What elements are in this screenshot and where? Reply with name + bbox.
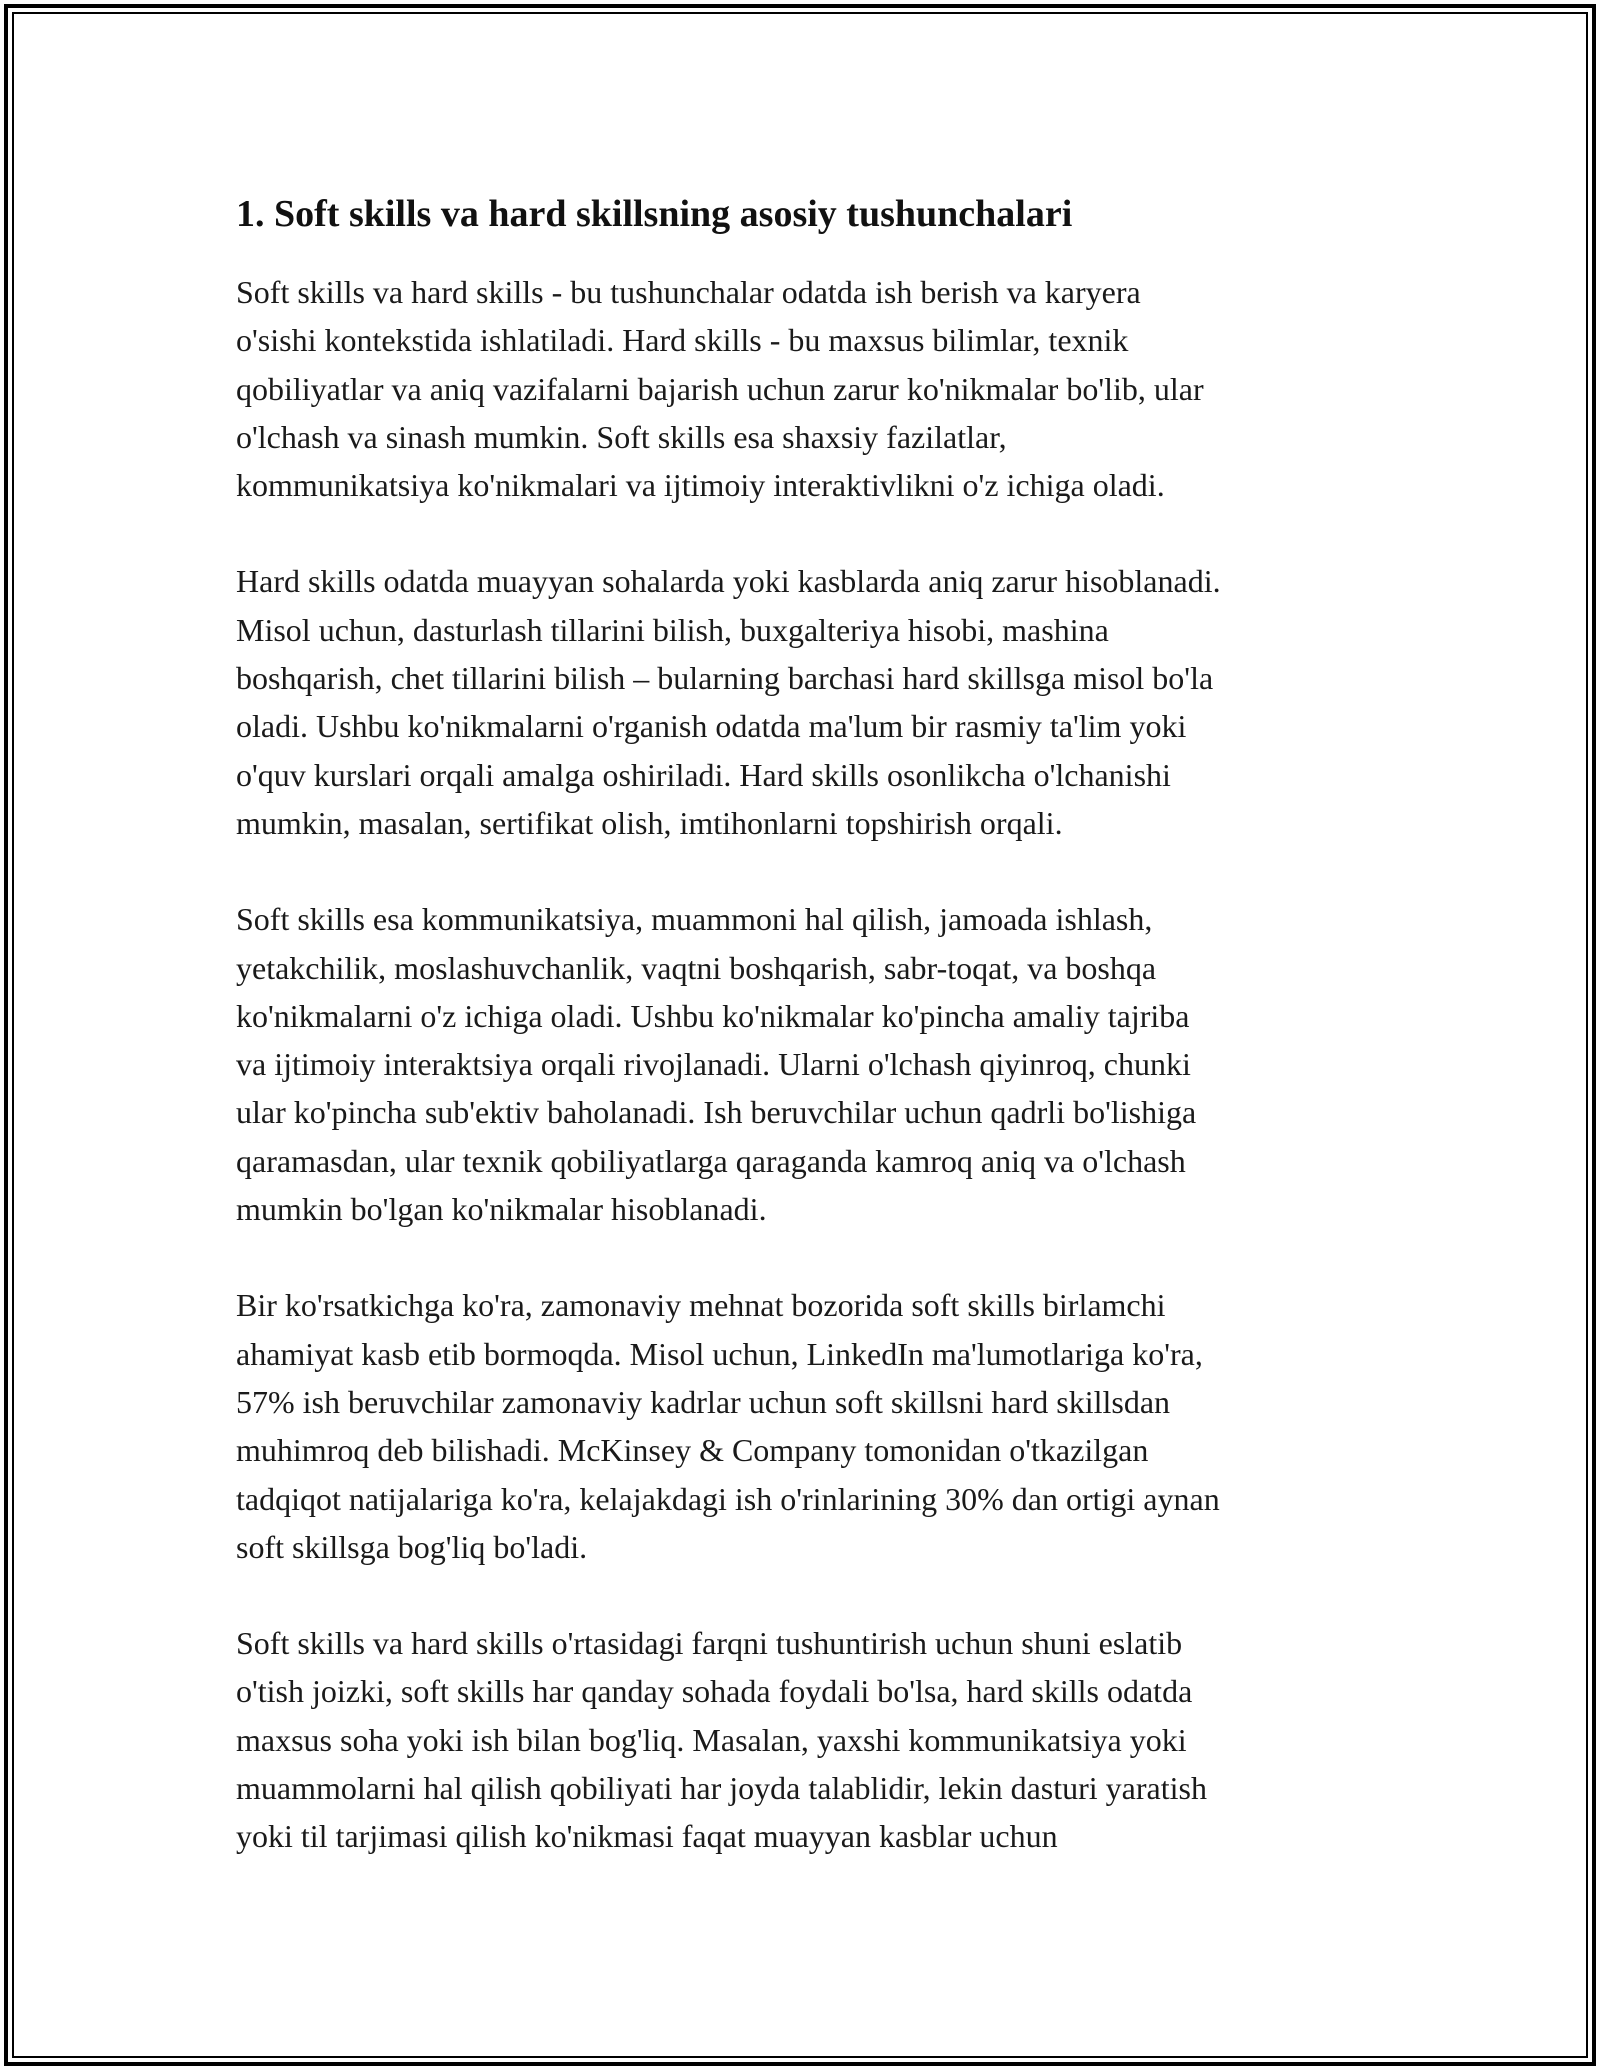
text-line: muhimroq deb bilishadi. McKinsey & Company tomonidan o'tkazilgan xyxy=(236,1432,1149,1469)
text-line: Soft skills va hard skills o'rtasidagi farqni tushuntirish uchun shuni eslatib xyxy=(236,1625,1183,1662)
text-line: mumkin bo'lgan ko'nikmalar hisoblanadi. xyxy=(236,1191,767,1228)
text-line: kommunikatsiya ko'nikmalari va ijtimoiy interaktivlikni o'z ichiga oladi. xyxy=(236,467,1165,504)
text-line: Soft skills esa kommunikatsiya, muammoni hal qilish, jamoada ishlash, xyxy=(236,901,1153,938)
text-line: ko'nikmalarni o'z ichiga oladi. Ushbu ko'nikmalar ko'pincha amaliy tajriba xyxy=(236,997,1190,1034)
paragraph-soft-skills xyxy=(236,895,1366,1233)
text-line: ahamiyat kasb etib bormoqda. Misol uchun, LinkedIn ma'lumotlariga ko'ra, xyxy=(236,1335,1203,1372)
text-line: o'sishi kontekstida ishlatiladi. Hard skills - bu maxsus bilimlar, texnik xyxy=(236,322,1129,359)
text-line: yoki til tarjimasi qilish ko'nikmasi faqat muayyan kasblar uchun xyxy=(236,1818,1058,1855)
paragraph-statistics xyxy=(236,1281,1366,1571)
text-line: Soft skills va hard skills - bu tushunchalar odatda ish berish va karyera xyxy=(236,274,1141,310)
text-line: maxsus soha yoki ish bilan bog'liq. Masalan, yaxshi kommunikatsiya yoki xyxy=(236,1721,1187,1758)
text-line: oladi. Ushbu ko'nikmalarni o'rganish odatda ma'lum bir rasmiy ta'lim yoki xyxy=(236,708,1187,745)
paragraph-hard-skills xyxy=(236,557,1366,847)
text-line: qaramasdan, ular texnik qobiliyatlarga qaraganda kamroq aniq va o'lchash xyxy=(236,1142,1186,1179)
text-line: qobiliyatlar va aniq vazifalarni bajarish uchun zarur ko'nikmalar bo'lib, ular xyxy=(236,370,1204,407)
text-line: ular ko'pincha sub'ektiv baholanadi. Ish beruvchilar uchun qadrli bo'lishiga xyxy=(236,1094,1197,1131)
text-line: soft skillsga bog'liq bo'ladi. xyxy=(236,1528,588,1565)
paragraph-differences xyxy=(236,1619,1366,1860)
text-line: yetakchilik, moslashuvchanlik, vaqtni boshqarish, sabr-toqat, va boshqa xyxy=(236,949,1157,986)
text-line: Bir ko'rsatkichga ko'ra, zamonaviy mehnat bozorida soft skills birlamchi xyxy=(236,1287,1166,1324)
text-line: o'tish joizki, soft skills har qanday sohada foydali bo'lsa, hard skills odatda xyxy=(236,1673,1193,1710)
text-line: o'quv kurslari orqali amalga oshiriladi. Hard skills osonlikcha o'lchanishi xyxy=(236,756,1171,793)
document-body xyxy=(236,186,1366,1861)
text-line: va ijtimoiy interaktsiya orqali rivojlanadi. Ularni o'lchash qiyinroq, chunki xyxy=(236,1046,1191,1083)
text-line: Hard skills odatda muayyan sohalarda yoki kasblarda aniq zarur hisoblanadi. xyxy=(236,563,1221,600)
text-line: muammolarni hal qilish qobiliyati har joyda talablidir, lekin dasturi yaratish xyxy=(236,1770,1207,1807)
text-line: o'lchash va sinash mumkin. Soft skills esa shaxsiy fazilatlar, xyxy=(236,418,1007,455)
text-line: mumkin, masalan, sertifikat olish, imtihonlarni topshirish orqali. xyxy=(236,804,1063,841)
text-line: Misol uchun, dasturlash tillarini bilish, buxgalteriya hisobi, mashina xyxy=(236,611,1109,648)
text-line: boshqarish, chet tillarini bilish – bularning barchasi hard skillsga misol bo'la xyxy=(236,660,1214,697)
paragraph-definitions xyxy=(236,268,1366,509)
text-line: tadqiqot natijalariga ko'ra, kelajakdagi ish o'rinlarining 30% dan ortigi aynan xyxy=(236,1480,1220,1517)
text-line: 57% ish beruvchilar zamonaviy kadrlar uchun soft skillsni hard skillsdan xyxy=(236,1383,1171,1420)
section-heading: 1. Soft skills va hard skillsning asosiy tushunchalari xyxy=(236,193,1073,235)
